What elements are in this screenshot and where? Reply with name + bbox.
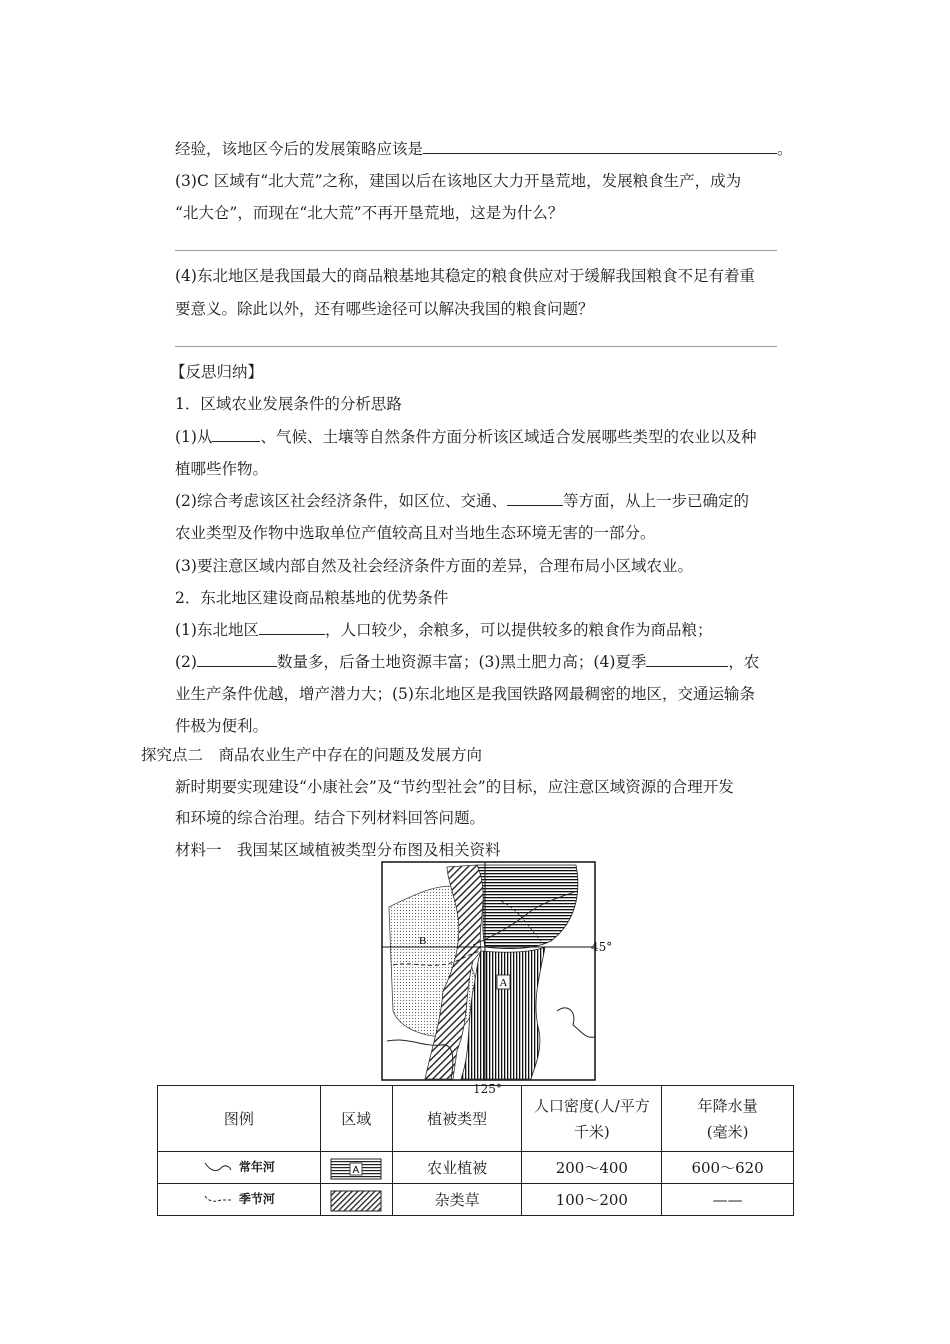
permanent-river-symbol — [203, 1160, 233, 1174]
density-cell: 200～400 — [522, 1152, 662, 1184]
reflect-s1-p2 — [175, 491, 749, 511]
s1-p1-a: (1)从 — [175, 428, 213, 446]
th-rain-l1: 年降水量 — [697, 1096, 758, 1115]
explore2-title: 探究点二 商品农业生产中存在的问题及发展方向 — [141, 746, 483, 764]
rainfall-cell: —— — [662, 1184, 794, 1216]
th-vegetation: 植被类型 — [392, 1086, 522, 1152]
th-density-l2: 千米) — [573, 1122, 610, 1141]
legend-cell — [158, 1184, 321, 1216]
q2-answer-blank[interactable] — [423, 139, 777, 154]
material1-caption: 材料一 我国某区域植被类型分布图及相关资料 — [175, 841, 501, 859]
reflect-s2-l3: 业生产条件优越，增产潜力大；(5)东北地区是我国铁路网最稠密的地区，交通运输条 — [175, 685, 755, 703]
blank-wasteland[interactable] — [197, 652, 277, 667]
th-legend: 图例 — [158, 1086, 321, 1152]
region-cell — [320, 1184, 392, 1216]
s2-l2-a: (2) — [175, 653, 197, 671]
reflect-s2-title: 2．东北地区建设商品粮基地的优势条件 — [175, 589, 449, 607]
seasonal-river-symbol — [203, 1192, 233, 1206]
table-row — [158, 1184, 794, 1216]
q3-answer-rule[interactable] — [175, 250, 777, 251]
table-header-row — [158, 1086, 794, 1152]
permanent-river-legend — [203, 1154, 275, 1180]
blank-summer[interactable] — [646, 652, 728, 667]
q2-text: 经验，该地区今后的发展策略应该是 — [175, 140, 424, 158]
q2-answer-line — [175, 139, 793, 159]
q2-end: 。 — [777, 140, 793, 158]
s2-l2-b: 数量多，后备土地资源丰富；(3)黑土肥力高；(4)夏季 — [276, 653, 647, 671]
reflect-s1-title: 1．区域农业发展条件的分析思路 — [175, 395, 402, 413]
s1-p2-b: 等方面，从上一步已确定的 — [562, 492, 749, 510]
blank-land[interactable] — [259, 620, 325, 635]
reflect-s1-p1 — [175, 427, 756, 447]
reflect-s2-l4: 件极为便利。 — [175, 717, 269, 735]
s1-p2-a: (2)综合考虑该区社会经济条件，如区位、交通、 — [175, 492, 507, 510]
vegetation-map — [381, 861, 613, 1096]
q3-line-2: “北大仓”，而现在“北大荒”不再开垦荒地，这是为什么？ — [175, 204, 564, 222]
blank-market[interactable] — [507, 491, 563, 506]
grassland-swatch — [330, 1190, 382, 1212]
reflect-s1-p2-cont: 农业类型及作物中选取单位产值较高且对当地生态环境无害的一部分。 — [175, 524, 656, 542]
legend-label: 常年河 — [238, 1159, 275, 1174]
s2-l1-b: ，人口较少，余粮多，可以提供较多的粮食作为商品粮； — [324, 621, 713, 639]
region-cell — [320, 1152, 392, 1184]
th-density-l1: 人口密度(人/平方 — [533, 1096, 650, 1115]
reflect-s1-p1-cont: 植哪些作物。 — [175, 460, 269, 478]
blank-terrain[interactable] — [212, 427, 260, 442]
map-label-a: A — [499, 977, 508, 989]
reflect-s1-p3: (3)要注意区域内部自然及社会经济条件方面的差异，合理布局小区域农业。 — [175, 557, 693, 575]
th-density — [522, 1086, 662, 1152]
legend-label: 季节河 — [238, 1191, 275, 1206]
lon-label: 125° — [473, 1082, 502, 1096]
q4-line-1: (4)东北地区是我国最大的商品粮基地其稳定的粮食供应对于缓解我国粮食不足有着重 — [175, 267, 755, 285]
vegetation-cell: 杂类草 — [392, 1184, 522, 1216]
s2-l2-c: ，农 — [728, 653, 760, 671]
s2-l1-a: (1)东北地区 — [175, 621, 259, 639]
vegetation-data-table — [157, 1085, 794, 1216]
region-a-label: A — [352, 1164, 360, 1176]
legend-cell — [158, 1152, 321, 1184]
th-region: 区域 — [320, 1086, 392, 1152]
reflect-heading: 【反思归纳】 — [170, 363, 264, 381]
reflect-s2-l1 — [175, 620, 712, 640]
seasonal-river-legend — [203, 1186, 275, 1212]
vegetation-cell: 农业植被 — [392, 1152, 522, 1184]
s1-p1-b: 、气候、土壤等自然条件方面分析该区域适合发展哪些类型的农业以及种 — [260, 428, 757, 446]
rainfall-cell: 600～620 — [662, 1152, 794, 1184]
table-row — [158, 1152, 794, 1184]
q4-answer-rule[interactable] — [175, 346, 777, 347]
region-a-swatch — [330, 1158, 382, 1180]
map-label-b: B — [419, 935, 427, 947]
th-rain-l2: (毫米) — [706, 1122, 749, 1141]
th-rainfall — [662, 1086, 794, 1152]
lat-label: 45° — [591, 940, 613, 954]
explore2-intro-1: 新时期要实现建设“小康社会”及“节约型社会”的目标，应注意区域资源的合理开发 — [175, 778, 734, 796]
density-cell: 100～200 — [522, 1184, 662, 1216]
q3-line-1: (3)C 区域有“北大荒”之称，建国以后在该地区大力开垦荒地，发展粮食生产，成为 — [175, 172, 742, 190]
reflect-s2-l2 — [175, 652, 759, 672]
explore2-intro-2: 和环境的综合治理。结合下列材料回答问题。 — [175, 809, 486, 827]
q4-line-2: 要意义。除此以外，还有哪些途径可以解决我国的粮食问题？ — [175, 300, 594, 318]
